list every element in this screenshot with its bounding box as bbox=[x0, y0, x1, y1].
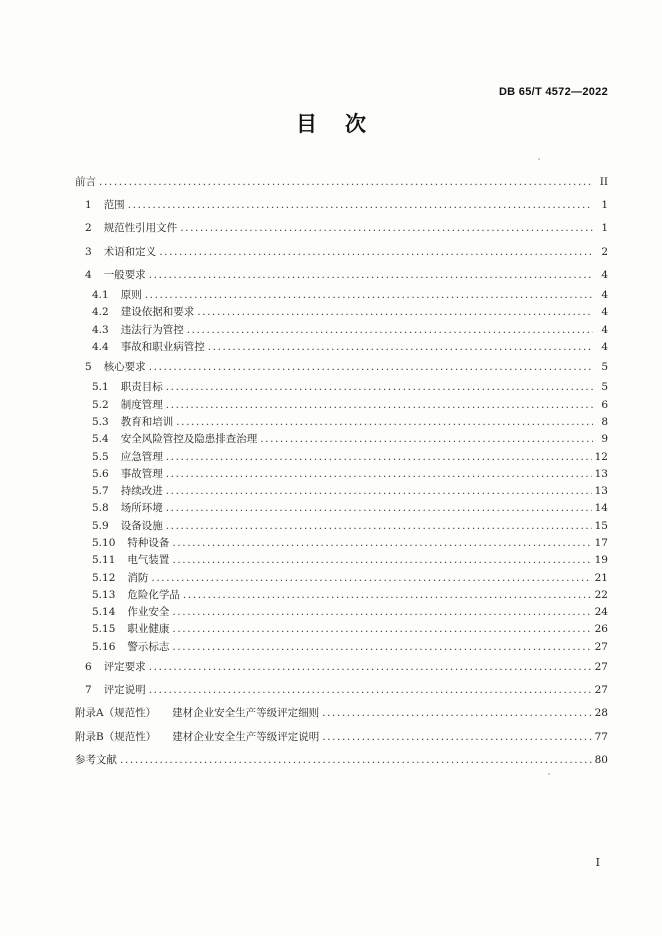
toc-entry-number: 附录B bbox=[75, 730, 104, 743]
toc-entry-number: 附录A bbox=[75, 707, 104, 720]
toc-entry[interactable] bbox=[75, 304, 608, 321]
toc-dot-leader bbox=[99, 171, 593, 194]
toc-entry-number: 5.1 bbox=[92, 381, 109, 394]
toc-entry[interactable] bbox=[75, 639, 608, 656]
toc-entry[interactable] bbox=[75, 287, 608, 304]
toc-entry-label: 参考文献 bbox=[75, 753, 117, 766]
toc-entry-label: 评定说明 bbox=[103, 684, 146, 697]
toc-entry[interactable] bbox=[75, 217, 608, 240]
toc-entry-page: 13 bbox=[594, 485, 608, 498]
toc-entry-label: 电气装置 bbox=[127, 554, 170, 567]
toc-entry-label: 应急管理 bbox=[120, 450, 163, 463]
toc-entry-number: 5.5 bbox=[92, 450, 109, 463]
toc-entry[interactable] bbox=[75, 749, 608, 772]
toc-dot-leader bbox=[260, 431, 593, 448]
toc-entry[interactable] bbox=[75, 171, 608, 194]
toc-entry-label: 教育和培训 bbox=[120, 415, 174, 428]
toc-entry-annex-type: （规范性） bbox=[103, 707, 157, 720]
toc-entry-page: 13 bbox=[594, 467, 608, 480]
toc-entry-label: 建材企业安全生产等级评定细则 bbox=[172, 707, 320, 720]
toc-entry-number: 5 bbox=[85, 361, 92, 374]
toc-entry-number: 4.2 bbox=[92, 306, 109, 319]
toc-entry-page: 5 bbox=[601, 361, 608, 374]
toc-entry-number: 5.3 bbox=[92, 415, 109, 428]
toc-entry-page: 80 bbox=[594, 753, 608, 766]
toc-entry-label: 制度管理 bbox=[120, 398, 163, 411]
toc-entry-page: 4 bbox=[601, 268, 608, 281]
toc-entry-number: 5.11 bbox=[92, 554, 116, 567]
toc-entry-page: 21 bbox=[594, 571, 608, 584]
toc-entry-label: 安全风险管控及隐患排查治理 bbox=[120, 433, 258, 446]
toc-dot-leader bbox=[183, 587, 592, 604]
toc-dot-leader bbox=[166, 483, 592, 500]
toc-dot-leader bbox=[180, 217, 593, 240]
toc-dot-leader bbox=[166, 397, 593, 414]
toc-entry-page: 12 bbox=[594, 450, 608, 463]
toc-entry[interactable] bbox=[75, 322, 608, 339]
document-code: DB 65/T 4572—2022 bbox=[498, 86, 608, 98]
toc-dot-leader bbox=[128, 194, 593, 217]
toc-entry-page: 14 bbox=[594, 502, 608, 515]
toc-entry-label: 范围 bbox=[103, 199, 125, 212]
toc-entry-page: 2 bbox=[601, 245, 608, 258]
toc-entry-number: 3 bbox=[85, 245, 92, 258]
toc-dot-leader bbox=[166, 500, 592, 517]
toc-entry-label: 规范性引用文件 bbox=[103, 222, 178, 235]
toc-entry-page: 8 bbox=[601, 415, 608, 428]
toc-entry-page: 4 bbox=[601, 288, 608, 301]
toc-entry-page: 1 bbox=[601, 199, 608, 212]
toc-entry[interactable] bbox=[75, 726, 608, 749]
toc-entry-page: II bbox=[599, 176, 608, 188]
toc-entry-label: 建材企业安全生产等级评定说明 bbox=[172, 730, 320, 743]
toc-dot-leader bbox=[151, 570, 591, 587]
toc-entry-page: 77 bbox=[594, 730, 608, 743]
toc-entry-page: 9 bbox=[601, 433, 608, 446]
toc-entry-number: 5.15 bbox=[92, 623, 116, 636]
toc-entry[interactable] bbox=[75, 356, 608, 379]
toc-entry-number: 5.4 bbox=[92, 433, 109, 446]
toc-entry-label: 原则 bbox=[120, 288, 142, 301]
toc-entry[interactable] bbox=[75, 535, 608, 552]
toc-entry-number: 5.14 bbox=[92, 606, 116, 619]
toc-entry-label: 特种设备 bbox=[127, 536, 170, 549]
toc-entry-label: 危险化学品 bbox=[127, 588, 180, 601]
toc-entry-page: 4 bbox=[601, 306, 608, 319]
toc-entry-page: 4 bbox=[601, 323, 608, 336]
toc-entry-label: 一般要求 bbox=[103, 268, 146, 281]
toc-dot-leader bbox=[322, 702, 592, 725]
scan-speck bbox=[548, 773, 550, 775]
toc-entry-page: 27 bbox=[594, 661, 608, 674]
toc-entry-number: 4.1 bbox=[92, 288, 109, 301]
toc-entry-number: 5.2 bbox=[92, 398, 109, 411]
table-of-contents bbox=[75, 171, 608, 772]
toc-entry[interactable] bbox=[75, 702, 608, 725]
toc-entry-page: 5 bbox=[601, 381, 608, 394]
toc-dot-leader bbox=[149, 356, 593, 379]
toc-entry-label: 建设依据和要求 bbox=[120, 306, 195, 319]
toc-dot-leader bbox=[176, 414, 593, 431]
toc-dot-leader bbox=[149, 264, 593, 287]
toc-entry[interactable] bbox=[75, 414, 608, 431]
toc-entry-page: 15 bbox=[594, 519, 608, 532]
toc-entry[interactable] bbox=[75, 466, 608, 483]
toc-entry[interactable] bbox=[75, 194, 608, 217]
toc-entry-number: 4.4 bbox=[92, 340, 109, 353]
toc-entry[interactable] bbox=[75, 518, 608, 535]
toc-dot-leader bbox=[120, 749, 592, 772]
toc-dot-leader bbox=[166, 466, 592, 483]
toc-entry-number: 5.10 bbox=[92, 536, 116, 549]
toc-entry[interactable] bbox=[75, 483, 608, 500]
toc-entry-number: 4 bbox=[85, 268, 92, 281]
toc-dot-leader bbox=[172, 604, 591, 621]
toc-entry-number: 6 bbox=[85, 661, 92, 674]
toc-entry[interactable] bbox=[75, 570, 608, 587]
toc-dot-leader bbox=[322, 726, 591, 749]
toc-dot-leader bbox=[187, 322, 593, 339]
toc-entry-label: 事故和职业病管控 bbox=[120, 340, 205, 353]
toc-entry-number: 5.7 bbox=[92, 485, 109, 498]
toc-dot-leader bbox=[159, 241, 593, 264]
toc-entry-page: 6 bbox=[601, 398, 608, 411]
toc-entry-page: 4 bbox=[601, 340, 608, 353]
toc-dot-leader bbox=[172, 639, 591, 656]
toc-entry[interactable] bbox=[75, 379, 608, 396]
toc-entry-number: 2 bbox=[85, 222, 92, 235]
toc-dot-leader bbox=[145, 287, 593, 304]
toc-entry-label: 场所环境 bbox=[120, 502, 163, 515]
toc-entry-page: 24 bbox=[594, 606, 608, 619]
toc-entry-label: 核心要求 bbox=[103, 361, 146, 374]
toc-entry-number: 5.9 bbox=[92, 519, 109, 532]
toc-dot-leader bbox=[166, 379, 593, 396]
toc-entry-number: 1 bbox=[85, 199, 92, 212]
toc-dot-leader bbox=[172, 552, 591, 569]
toc-dot-leader bbox=[149, 679, 592, 702]
toc-entry-label: 设备设施 bbox=[120, 519, 163, 532]
toc-entry[interactable] bbox=[75, 679, 608, 702]
toc-dot-leader bbox=[172, 535, 591, 552]
toc-entry[interactable] bbox=[75, 264, 608, 287]
toc-entry-number: 7 bbox=[85, 684, 92, 697]
toc-entry[interactable] bbox=[75, 587, 608, 604]
toc-entry-page: 1 bbox=[601, 222, 608, 235]
toc-dot-leader bbox=[208, 339, 593, 356]
toc-entry-page: 22 bbox=[594, 588, 608, 601]
toc-entry-label: 职责目标 bbox=[120, 381, 163, 394]
toc-entry[interactable] bbox=[75, 431, 608, 448]
toc-title: 目次 bbox=[296, 112, 394, 136]
toc-entry-number: 4.3 bbox=[92, 323, 109, 336]
toc-dot-leader bbox=[166, 518, 592, 535]
page-number: I bbox=[595, 856, 600, 869]
toc-entry-label: 消防 bbox=[127, 571, 149, 584]
toc-entry-label: 职业健康 bbox=[127, 623, 170, 636]
toc-entry[interactable] bbox=[75, 500, 608, 517]
toc-entry-annex-type: （规范性） bbox=[103, 730, 157, 743]
toc-entry[interactable] bbox=[75, 397, 608, 414]
toc-entry-label: 事故管理 bbox=[120, 467, 163, 480]
toc-dot-leader bbox=[166, 449, 592, 466]
toc-entry-number: 5.12 bbox=[92, 571, 116, 584]
toc-entry-label: 评定要求 bbox=[103, 661, 146, 674]
toc-entry-page: 17 bbox=[594, 536, 608, 549]
toc-entry[interactable] bbox=[75, 449, 608, 466]
toc-entry-number: 5.13 bbox=[92, 588, 116, 601]
toc-entry-label: 警示标志 bbox=[127, 640, 170, 653]
toc-dot-leader bbox=[149, 656, 592, 679]
toc-entry-page: 27 bbox=[594, 640, 608, 653]
toc-entry-label: 违法行为管控 bbox=[120, 323, 184, 336]
toc-entry-label: 前言 bbox=[75, 176, 96, 188]
scan-speck bbox=[538, 158, 540, 160]
toc-entry[interactable] bbox=[75, 241, 608, 264]
toc-entry-page: 28 bbox=[594, 707, 608, 720]
toc-entry[interactable] bbox=[75, 656, 608, 679]
toc-entry-page: 27 bbox=[594, 684, 608, 697]
toc-entry-label: 持续改进 bbox=[120, 485, 163, 498]
toc-dot-leader bbox=[172, 621, 591, 638]
toc-entry-number: 5.16 bbox=[92, 640, 116, 653]
toc-entry-label: 作业安全 bbox=[127, 606, 170, 619]
toc-entry-label: 术语和定义 bbox=[103, 245, 157, 258]
toc-entry-number: 5.6 bbox=[92, 467, 109, 480]
toc-entry-page: 26 bbox=[594, 623, 608, 636]
toc-entry-number: 5.8 bbox=[92, 502, 109, 515]
toc-entry-page: 19 bbox=[594, 554, 608, 567]
toc-entry[interactable] bbox=[75, 621, 608, 638]
toc-entry[interactable] bbox=[75, 604, 608, 621]
toc-entry[interactable] bbox=[75, 339, 608, 356]
toc-dot-leader bbox=[197, 304, 593, 321]
toc-entry[interactable] bbox=[75, 552, 608, 569]
